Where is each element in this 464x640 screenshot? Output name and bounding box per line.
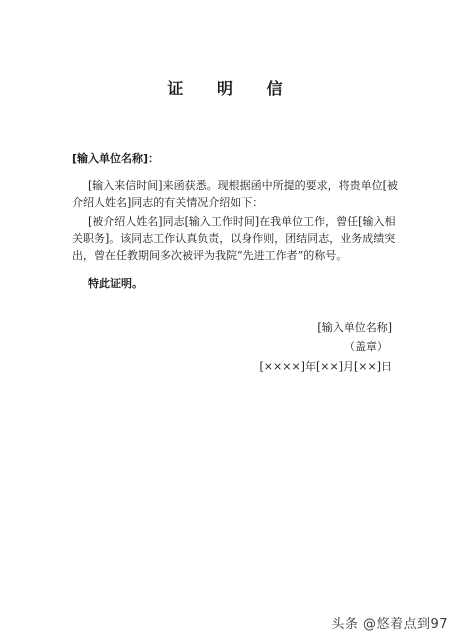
paragraph-details: [被介绍人姓名]同志[输入工作时间]在我单位工作，曾任[输入相关职务]。该同志工作认真负责，以身作则，团结同志，业务成绩突出，曾在任教期间多次被评为我院“先进工作者”的称号。 [72,215,396,262]
closing-statement: 特此证明。 [88,277,143,290]
addressee: [输入单位名称]： [72,152,160,165]
signature-seal: （盖章） [344,340,388,353]
signature-organization: [输入单位名称] [317,321,392,334]
document-title: 证 明 信 [167,79,297,98]
signature-date: [××××]年[××]月[××]日 [259,360,392,373]
watermark: 头条 @悠着点到97 [331,617,448,632]
paragraph-inquiry: [输入来信时间]来函获悉。现根据函中所提的要求，将贵单位[被介绍人姓名]同志的有关情况介绍如下： [72,179,398,209]
